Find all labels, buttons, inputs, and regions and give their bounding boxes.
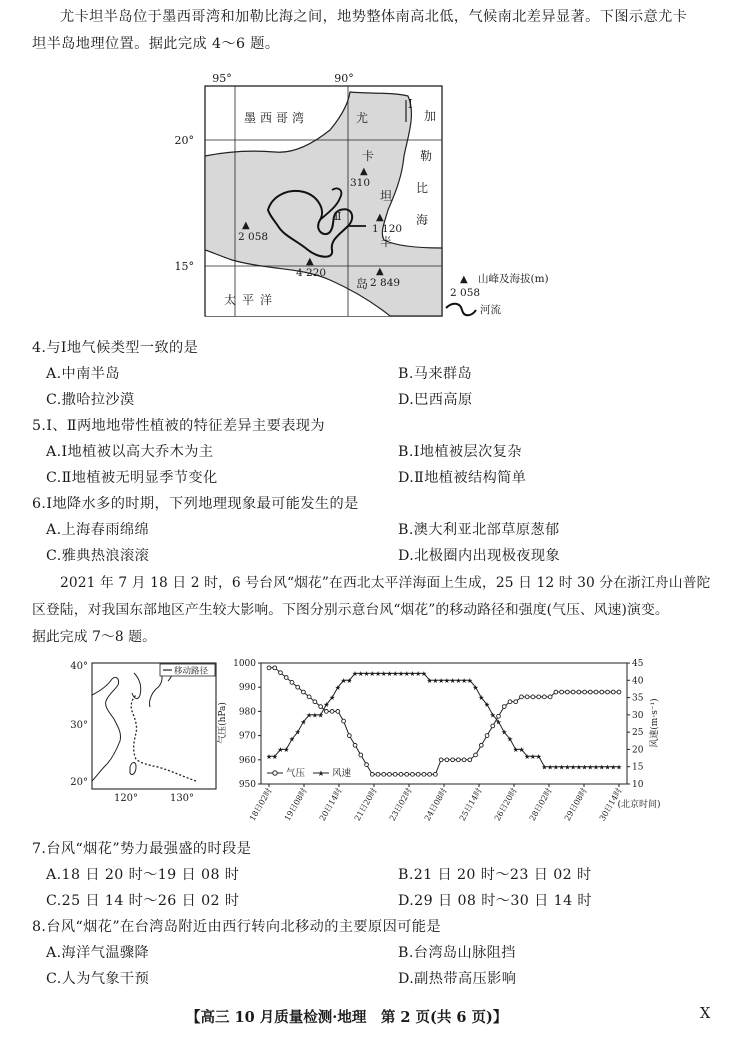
- region-II-label: Ⅱ: [334, 210, 342, 223]
- q8-option-c[interactable]: C.人为气象干预: [46, 971, 150, 987]
- peak-icon: ▲: [306, 256, 314, 267]
- x-axis-tick-label: 28日02时: [527, 786, 554, 823]
- pressure-point: [508, 700, 512, 704]
- pressure-point: [525, 695, 529, 699]
- lon-label-90: 90°: [334, 72, 354, 85]
- legend-wind-label: 风速: [332, 768, 352, 779]
- pressure-point: [445, 758, 449, 762]
- wind-point: ★: [541, 763, 548, 772]
- chart-right-axis-label: 风速(m·s⁻¹): [650, 698, 660, 748]
- pressure-point: [388, 772, 392, 776]
- wind-point: ★: [437, 676, 445, 685]
- pressure-point: [416, 772, 420, 776]
- lon-label-120: 120°: [113, 793, 139, 804]
- intro-paragraph-2: [32, 570, 712, 651]
- wind-point: ★: [392, 669, 399, 678]
- lat-label-20: 20°: [174, 134, 194, 147]
- wind-point: ★: [547, 763, 554, 772]
- peninsula-char-5: 岛: [356, 277, 369, 291]
- pressure-point: [290, 680, 294, 684]
- pacific-label: 太平洋: [224, 293, 279, 307]
- right-axis-tick-label: 45: [632, 659, 644, 669]
- wind-point: ★: [397, 669, 405, 678]
- pressure-point: [273, 666, 277, 670]
- legend-peak-label: 山峰及海拔(m): [478, 273, 549, 285]
- footer-mark: X: [700, 1006, 711, 1022]
- chart-x-unit-label: (北京时间): [617, 800, 661, 810]
- pressure-point: [491, 724, 495, 728]
- q6-option-a[interactable]: A.上海春雨绵绵: [46, 522, 150, 538]
- right-axis-tick-label: 25: [632, 728, 644, 739]
- caribbean-char-3: 比: [416, 181, 429, 195]
- intro-2-line-3: 据此完成 7～8 题。: [32, 629, 157, 645]
- map2-legend-label: 移动路径: [174, 666, 209, 677]
- wind-point: ★: [460, 676, 468, 685]
- pressure-point: [267, 666, 271, 670]
- wind-point: ★: [420, 669, 428, 678]
- pressure-point: [606, 690, 610, 694]
- wind-point: ★: [363, 669, 370, 678]
- x-axis-tick-label: 18日02时: [247, 786, 274, 823]
- legend-river-icon: [446, 304, 476, 316]
- wind-point: ★: [328, 694, 336, 703]
- wind-point: ★: [403, 669, 410, 678]
- intro-paragraph-1: [32, 4, 712, 58]
- q5-option-a[interactable]: A.Ⅰ地植被以高大乔木为主: [46, 444, 214, 460]
- q7-option-d[interactable]: D.29 日 08 时～30 日 14 时: [398, 893, 592, 909]
- pressure-point: [600, 690, 604, 694]
- left-axis-tick-label: 950: [238, 780, 256, 790]
- q7-option-a[interactable]: A.18 日 20 时～19 日 08 时: [46, 867, 240, 883]
- footer-title: 【高三 10 月质量检测·地理 第 2 页(共 6 页)】: [186, 1009, 508, 1026]
- q6-option-d[interactable]: D.北极圈内出现极夜现象: [398, 548, 561, 564]
- wind-point: ★: [575, 763, 582, 772]
- legend-peak-value: 2 058: [450, 287, 481, 299]
- pressure-point: [565, 690, 569, 694]
- wind-point: ★: [506, 735, 514, 744]
- pressure-point: [330, 710, 334, 714]
- pressure-point: [296, 685, 300, 689]
- pressure-point: [537, 695, 541, 699]
- pressure-point: [307, 695, 311, 699]
- left-axis-tick-label: 970: [238, 731, 256, 742]
- pressure-point: [302, 690, 306, 694]
- pressure-point: [382, 772, 386, 776]
- peak-icon: ▲: [360, 166, 368, 177]
- wind-point: ★: [300, 718, 307, 727]
- peak-label-2849: 2 849: [370, 277, 401, 289]
- q7-option-b[interactable]: B.21 日 20 时～23 日 02 时: [398, 867, 592, 883]
- wind-point: ★: [386, 669, 393, 678]
- wind-point: ★: [409, 669, 416, 678]
- caribbean-char-1: 加: [424, 109, 437, 123]
- question-8-stem: 8.台风“烟花”在台湾岛附近由西行转向北移动的主要原因可能是: [32, 919, 441, 935]
- pressure-point: [485, 734, 489, 738]
- pressure-point: [577, 690, 581, 694]
- pressure-point: [462, 758, 466, 762]
- pressure-point: [359, 753, 363, 757]
- wind-point: ★: [311, 711, 319, 720]
- yucatan-map-figure: [174, 70, 560, 320]
- peak-icon: ▲: [376, 212, 384, 223]
- wind-point: ★: [564, 763, 571, 772]
- caribbean-char-4: 海: [416, 213, 429, 227]
- wind-point: ★: [455, 676, 462, 685]
- wind-point: ★: [483, 701, 491, 710]
- legend-pressure-marker: [273, 771, 277, 775]
- x-axis-tick-label: 26日20时: [492, 786, 519, 823]
- pressure-point: [554, 690, 558, 694]
- pressure-point: [353, 743, 357, 747]
- left-axis-tick-label: 960: [238, 755, 256, 766]
- wind-point: ★: [489, 711, 496, 720]
- legend-wind-marker: ★: [317, 769, 325, 778]
- wind-point: ★: [369, 669, 376, 678]
- wind-point: ★: [426, 676, 433, 685]
- pressure-point: [571, 690, 575, 694]
- wind-point: ★: [512, 746, 519, 755]
- wind-point: ★: [443, 676, 451, 685]
- legend-pressure-label: 气压: [286, 768, 306, 779]
- pressure-point: [336, 710, 340, 714]
- pressure-point: [548, 695, 552, 699]
- left-axis-tick-label: 1000: [233, 659, 256, 669]
- wind-point: ★: [271, 752, 278, 761]
- wind-point: ★: [598, 763, 605, 772]
- taiwan-island: [130, 763, 136, 775]
- pressure-point: [399, 772, 403, 776]
- pressure-point: [347, 734, 351, 738]
- x-axis-tick-label: 20日14时: [317, 786, 344, 823]
- wind-point: ★: [581, 763, 588, 772]
- wind-point: ★: [472, 683, 479, 692]
- wind-point: ★: [524, 752, 531, 761]
- x-axis-tick-label: 19日08时: [282, 786, 309, 823]
- pressure-point: [611, 690, 615, 694]
- pressure-point: [324, 710, 328, 714]
- x-axis-tick-label: 30日14时: [597, 786, 624, 823]
- q4-option-d[interactable]: D.巴西高原: [398, 392, 473, 408]
- q7-option-c[interactable]: C.25 日 14 时～26 日 02 时: [46, 893, 240, 909]
- pressure-point: [531, 695, 535, 699]
- pressure-point: [439, 758, 443, 762]
- peak-icon: ▲: [242, 220, 250, 231]
- pressure-point: [284, 676, 288, 680]
- q5-option-d[interactable]: D.Ⅱ地植被结构简单: [398, 470, 527, 486]
- intro-1-line-1: 尤卡坦半岛位于墨西哥湾和加勒比海之间，地势整体南高北低，气候南北差异显著。下图示意尤卡: [60, 9, 688, 25]
- pressure-point: [588, 690, 592, 694]
- pressure-point: [376, 772, 380, 776]
- wind-point: ★: [529, 752, 537, 761]
- pressure-point: [474, 753, 478, 757]
- pressure-point: [617, 690, 621, 694]
- question-6-stem: 6.Ⅰ地降水多的时期，下列地理现象最可能发生的是: [32, 496, 359, 512]
- peak-icon: ▲: [376, 266, 384, 277]
- typhoon-path-map: [60, 655, 220, 805]
- q4-option-b[interactable]: B.马来群岛: [398, 366, 473, 382]
- q6-option-c[interactable]: C.雅典热浪滚滚: [46, 548, 150, 564]
- q8-option-a[interactable]: A.海洋气温骤降: [46, 945, 150, 961]
- wind-point: ★: [334, 683, 341, 692]
- right-axis-tick-label: 30: [632, 710, 644, 721]
- q4-option-a[interactable]: A.中南半岛: [46, 366, 120, 382]
- wind-point: ★: [351, 669, 359, 678]
- peninsula-char-1: 尤: [356, 111, 369, 125]
- pressure-point: [520, 695, 524, 699]
- left-axis-tick-label: 990: [238, 683, 256, 694]
- map2-frame: [92, 663, 216, 789]
- pressure-point: [342, 719, 346, 723]
- wind-point: ★: [535, 752, 542, 761]
- pressure-point: [502, 705, 506, 709]
- chart-left-axis-label: 气压(hPa): [218, 702, 228, 744]
- pressure-point: [365, 763, 369, 767]
- x-axis-tick-label: 29日08时: [562, 786, 589, 823]
- question-7-stem: 7.台风“烟花”势力最强盛的时段是: [32, 841, 252, 857]
- wind-point: ★: [357, 669, 364, 678]
- peak-label-310: 310: [350, 177, 371, 189]
- q8-option-b[interactable]: B.台湾岛山脉阻挡: [398, 945, 516, 961]
- wind-point: ★: [610, 763, 617, 772]
- wind-point: ★: [306, 711, 313, 720]
- wind-point: ★: [478, 694, 485, 703]
- pressure-point: [279, 671, 283, 675]
- wind-point: ★: [587, 763, 594, 772]
- q6-option-b[interactable]: B.澳大利亚北部草原葱郁: [398, 522, 560, 538]
- wind-point: ★: [569, 763, 577, 772]
- wind-point: ★: [466, 676, 473, 685]
- pressure-point: [451, 758, 455, 762]
- lat-label-30: 30°: [70, 720, 88, 731]
- wind-point: ★: [374, 669, 382, 678]
- typhoon-intensity-chart: [205, 655, 670, 823]
- pressure-point: [514, 700, 518, 704]
- wind-point: ★: [432, 676, 439, 685]
- x-axis-tick-label: 25日14时: [457, 786, 484, 823]
- lon-label-95: 95°: [212, 72, 232, 85]
- wind-point: ★: [552, 763, 560, 772]
- pressure-point: [319, 705, 323, 709]
- lon-label-130: 130°: [169, 793, 195, 804]
- wind-point: ★: [380, 669, 387, 678]
- intro-1-line-2: 坦半岛地理位置。据此完成 4～6 题。: [32, 36, 280, 52]
- right-axis-tick-label: 20: [632, 745, 644, 756]
- wind-point: ★: [277, 746, 284, 755]
- pressure-point: [393, 772, 397, 776]
- q5-option-b[interactable]: B.Ⅰ地植被层次复杂: [398, 444, 522, 460]
- wind-point: ★: [415, 669, 422, 678]
- wind-point: ★: [449, 676, 456, 685]
- wind-point: ★: [288, 735, 296, 744]
- wind-point: ★: [615, 763, 623, 772]
- wind-point: ★: [265, 752, 273, 761]
- pressure-point: [468, 758, 472, 762]
- q5-option-c[interactable]: C.Ⅱ地植被无明显季节变化: [46, 470, 218, 486]
- wind-point: ★: [294, 728, 301, 737]
- pressure-point: [594, 690, 598, 694]
- pressure-point: [405, 772, 409, 776]
- left-axis-tick-label: 980: [238, 707, 256, 718]
- pressure-point: [370, 772, 374, 776]
- pressure-point: [560, 690, 564, 694]
- wind-point: ★: [592, 763, 600, 772]
- wind-point: ★: [340, 676, 347, 685]
- pressure-point: [428, 772, 432, 776]
- wind-point: ★: [495, 718, 502, 727]
- right-axis-tick-label: 15: [632, 762, 644, 773]
- wind-point: ★: [317, 711, 324, 720]
- peak-label-2058: 2 058: [238, 231, 269, 243]
- pressure-point: [543, 695, 547, 699]
- legend-peak-icon: ▲: [460, 274, 468, 285]
- x-axis-tick-label: 21日20时: [352, 786, 379, 823]
- pressure-point: [422, 772, 426, 776]
- x-axis-tick-label: 24日08时: [422, 786, 449, 823]
- peninsula-char-3: 坦: [380, 189, 393, 203]
- wind-point: ★: [323, 701, 330, 710]
- pressure-point: [411, 772, 415, 776]
- q8-option-d[interactable]: D.副热带高压影响: [398, 971, 517, 987]
- wind-point: ★: [346, 676, 353, 685]
- lat-label-40: 40°: [70, 661, 88, 672]
- q4-option-c[interactable]: C.撒哈拉沙漠: [46, 392, 135, 408]
- legend-river-label: 河流: [480, 304, 501, 316]
- pressure-point: [479, 743, 483, 747]
- wind-point: ★: [518, 746, 525, 755]
- peninsula-char-2: 卡: [362, 149, 375, 163]
- intro-2-line-1: 2021 年 7 月 18 日 2 时，6 号台风“烟花”在西北太平洋海面上生成，25 日 12 时 30 分在浙江舟山普陀: [60, 575, 711, 591]
- wind-point: ★: [604, 763, 611, 772]
- right-axis-tick-label: 40: [632, 676, 644, 687]
- lat-label-15: 15°: [174, 260, 194, 273]
- peninsula-char-4: 半: [380, 235, 393, 249]
- right-axis-tick-label: 35: [632, 693, 644, 704]
- peak-label-4220: 4 220: [296, 267, 327, 279]
- pressure-point: [313, 700, 317, 704]
- wind-point: ★: [558, 763, 565, 772]
- intro-2-line-2: 区登陆，对我国东部地区产生较大影响。下图分别示意台风“烟花”的移动路径和强度(气压、风速)演变。: [32, 602, 669, 618]
- wind-point: ★: [283, 746, 290, 755]
- caribbean-char-2: 勒: [420, 149, 433, 163]
- question-4-stem: 4.与Ⅰ地气候类型一致的是: [32, 340, 199, 356]
- gulf-of-mexico-label: 墨西哥湾: [244, 111, 309, 125]
- peak-label-1120: 1 120: [372, 223, 403, 235]
- region-I-label: Ⅰ: [408, 97, 413, 111]
- right-axis-tick-label: 10: [632, 780, 644, 790]
- lat-label-20: 20°: [70, 777, 88, 788]
- x-axis-tick-label: 23日02时: [387, 786, 414, 823]
- pressure-point: [583, 690, 587, 694]
- pressure-point: [433, 772, 437, 776]
- wind-point: ★: [501, 728, 508, 737]
- pressure-point: [456, 758, 460, 762]
- question-5-stem: 5.Ⅰ、Ⅱ两地地带性植被的特征差异主要表现为: [32, 418, 325, 434]
